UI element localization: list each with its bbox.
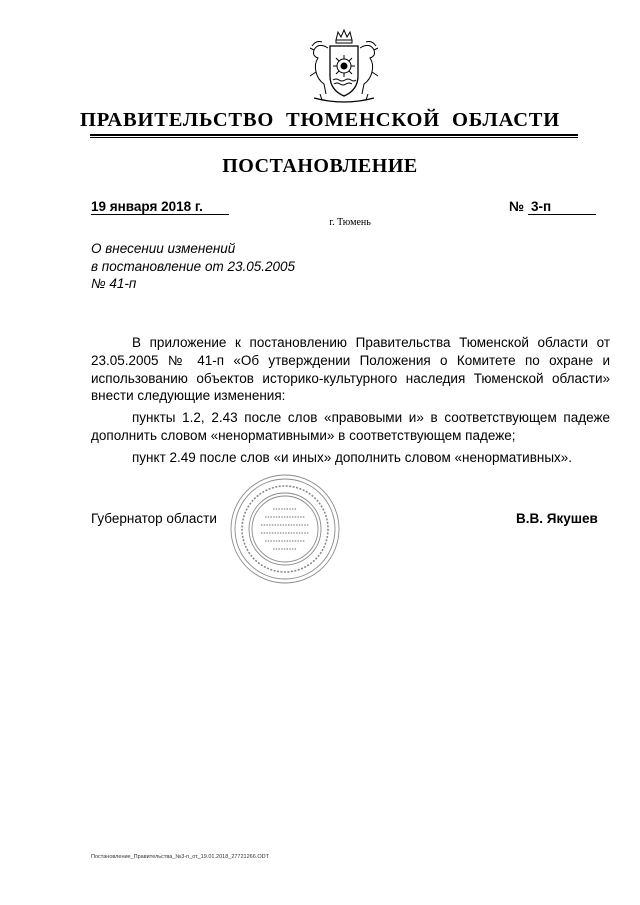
date-underline bbox=[91, 214, 229, 215]
document-date: 19 января 2018 г. bbox=[91, 199, 203, 214]
document-subject bbox=[91, 240, 351, 293]
signer-position: Губернатор области bbox=[91, 511, 217, 526]
subject-line: в постановление от 23.05.2005 bbox=[91, 258, 296, 274]
document-type-title: ПОСТАНОВЛЕНИЕ bbox=[222, 155, 418, 177]
header-rule-thin bbox=[90, 137, 578, 138]
document-city: г. Тюмень bbox=[329, 217, 371, 228]
official-seal-stamp bbox=[229, 473, 341, 585]
body-paragraph: пункты 1.2, 2.43 после слов «правовыми и» в соответствующем падеже дополнить словом «ненормативными» в соответствующем падеже; bbox=[91, 410, 610, 443]
signer-name: В.В. Якушев bbox=[516, 511, 598, 526]
document-body bbox=[91, 334, 610, 471]
footer-file-name: Постановление_Правительства_№3-п_от_19.01.2018_27721266.ODT bbox=[91, 854, 269, 860]
organization-title: ПРАВИТЕЛЬСТВО ТЮМЕНСКОЙ ОБЛАСТИ bbox=[79, 109, 561, 131]
document-number: 3-п bbox=[531, 199, 552, 214]
body-paragraph: В приложение к постановлению Правительства Тюменской области от 23.05.2005 № 41-п «Об утверждении Положения о Комитете по охране и использованию объектов историко-культурного наследия Тюменской области» внести следующие изменения: bbox=[91, 335, 610, 404]
subject-line: О внесении изменений bbox=[91, 241, 236, 256]
body-paragraph: пункт 2.49 после слов «и иных» дополнить словом «ненормативных». bbox=[132, 449, 573, 465]
header-rule-thick bbox=[90, 134, 578, 136]
number-underline bbox=[528, 214, 596, 215]
document-number-prefix: № bbox=[509, 199, 525, 214]
subject-line: № 41-п bbox=[91, 276, 137, 291]
coat-of-arms-emblem bbox=[300, 28, 388, 108]
